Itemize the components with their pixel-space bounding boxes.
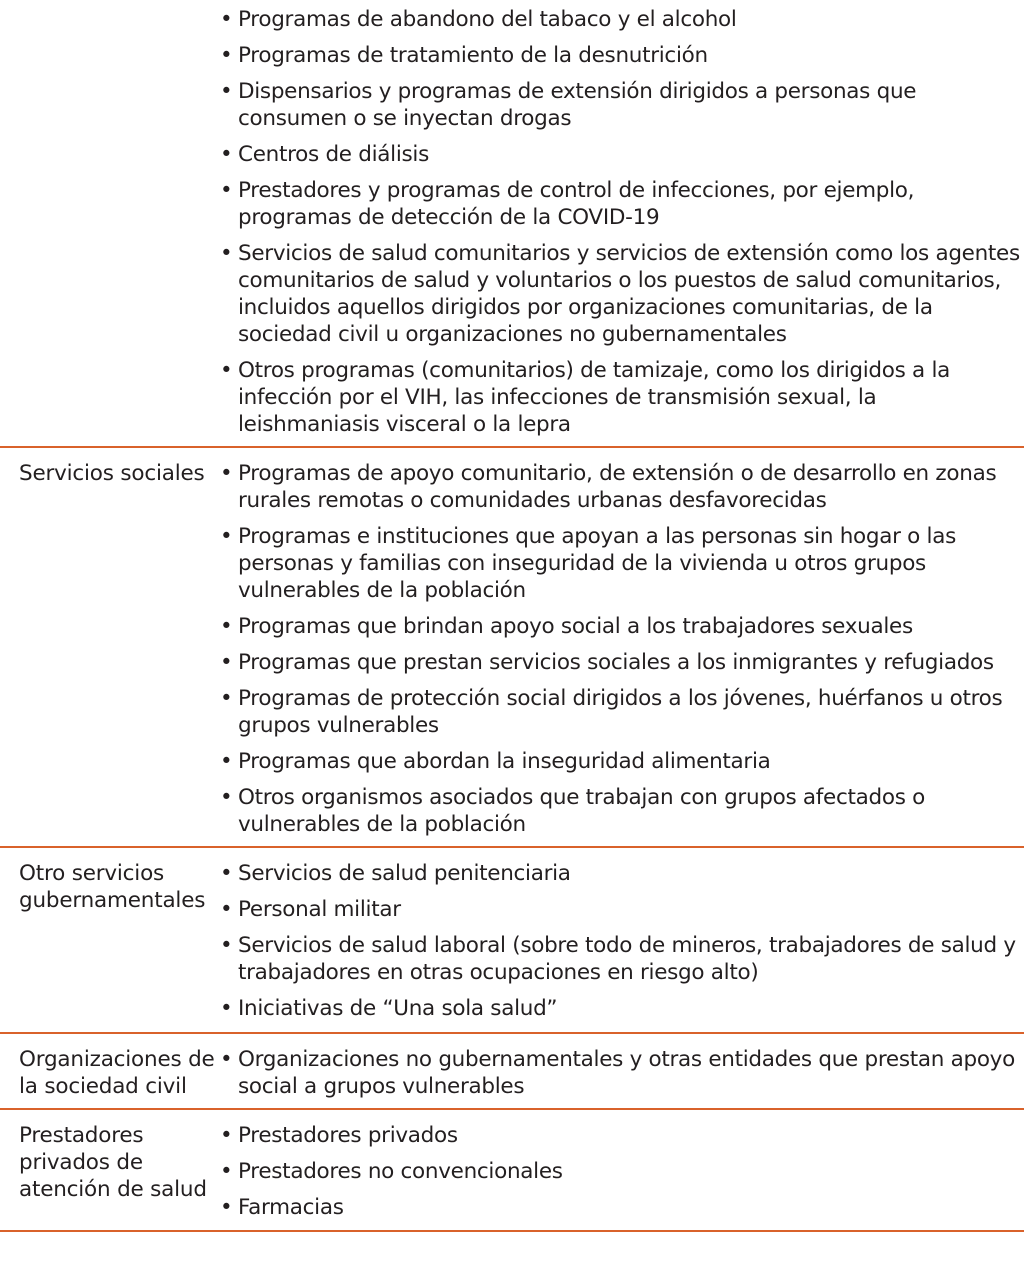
bullet-icon: • <box>220 1195 233 1220</box>
bullet-icon: • <box>220 785 233 810</box>
list-item: • Programas que brindan apoyo social a los trabajadores sexuales <box>220 614 913 639</box>
bullet-icon: • <box>220 241 233 266</box>
bullet-icon: • <box>220 178 233 203</box>
bullet-icon: • <box>220 1159 233 1184</box>
bullet-icon: • <box>220 358 233 383</box>
bullet-icon: • <box>220 897 233 922</box>
bullet-icon: • <box>220 650 233 675</box>
list-item: • Iniciativas de “Una sola salud” <box>220 996 558 1021</box>
list-item: • Programas de tratamiento de la desnutrición <box>220 43 708 68</box>
item-list <box>219 860 1024 1022</box>
row-category <box>0 6 219 438</box>
bullet-icon: • <box>220 7 233 32</box>
list-item: • Dispensarios y programas de extensión dirigidos a personas que consumen o se inyectan drogas <box>220 79 917 131</box>
list-item: • Programas e instituciones que apoyan a las personas sin hogar o las personas y familias con inseguridad de la vivienda u otros grupos vulnerables de la población <box>220 524 957 603</box>
list-item: • Programas de abandono del tabaco y el alcohol <box>220 7 737 32</box>
item-list <box>219 1122 1024 1221</box>
bullet-icon: • <box>220 861 233 886</box>
bullet-icon: • <box>220 43 233 68</box>
table-row <box>0 0 1024 448</box>
list-item: • Programas que abordan la inseguridad alimentaria <box>220 749 771 774</box>
bullet-icon: • <box>220 749 233 774</box>
item-list <box>219 1046 1024 1100</box>
bullet-icon: • <box>220 996 233 1021</box>
bullet-icon: • <box>220 79 233 104</box>
list-item: • Programas que prestan servicios sociales a los inmigrantes y refugiados <box>220 650 994 675</box>
bullet-icon: • <box>220 614 233 639</box>
list-item: • Prestadores y programas de control de infecciones, por ejemplo, programas de detección de la COVID-19 <box>220 178 915 230</box>
list-item: • Centros de diálisis <box>220 142 429 167</box>
list-item: • Servicios de salud laboral (sobre todo de mineros, trabajadores de salud y trabajadores en otras ocupaciones en riesgo alto) <box>220 933 1016 985</box>
list-item: • Organizaciones no gubernamentales y otras entidades que prestan apoyo social a grupos vulnerables <box>220 1047 1015 1099</box>
row-category: Prestadores privados de atención de salud <box>19 1123 207 1202</box>
list-item: • Otros programas (comunitarios) de tamizaje, como los dirigidos a la infección por el VIH, las infecciones de transmisión sexual, la leishmaniasis visceral o la lepra <box>220 358 951 437</box>
table-row <box>0 1110 1024 1232</box>
bullet-icon: • <box>220 461 233 486</box>
table-row <box>0 448 1024 848</box>
list-item: • Otros organismos asociados que trabajan con grupos afectados o vulnerables de la población <box>220 785 926 837</box>
list-item: • Servicios de salud comunitarios y servicios de extensión como los agentes comunitarios de salud y voluntarios o los puestos de salud comunitarios, incluidos aquellos dirigidos por organizaciones comunitarias, de la sociedad civil u organizaciones no gubernamentales <box>220 241 1020 347</box>
table-row <box>0 848 1024 1034</box>
item-list <box>219 460 1024 838</box>
list-item: • Servicios de salud penitenciaria <box>220 861 571 886</box>
list-item: • Farmacias <box>220 1195 344 1220</box>
list-item: • Prestadores privados <box>220 1123 458 1148</box>
bullet-icon: • <box>220 933 233 958</box>
table-row <box>0 1034 1024 1110</box>
bullet-icon: • <box>220 1047 233 1072</box>
item-list <box>219 6 1024 438</box>
list-item: • Programas de protección social dirigidos a los jóvenes, huérfanos u otros grupos vulnerables <box>220 686 1003 738</box>
bullet-icon: • <box>220 142 233 167</box>
bullet-icon: • <box>220 1123 233 1148</box>
bullet-icon: • <box>220 686 233 711</box>
row-category: Organizaciones de la sociedad civil <box>19 1047 215 1099</box>
row-category: Servicios sociales <box>19 461 205 486</box>
bullet-icon: • <box>220 524 233 549</box>
row-category: Otro servicios gubernamentales <box>19 861 206 913</box>
list-item: • Programas de apoyo comunitario, de extensión o de desarrollo en zonas rurales remotas o comunidades urbanas desfavorecidas <box>220 461 997 513</box>
list-item: • Personal militar <box>220 897 401 922</box>
list-item: • Prestadores no convencionales <box>220 1159 563 1184</box>
